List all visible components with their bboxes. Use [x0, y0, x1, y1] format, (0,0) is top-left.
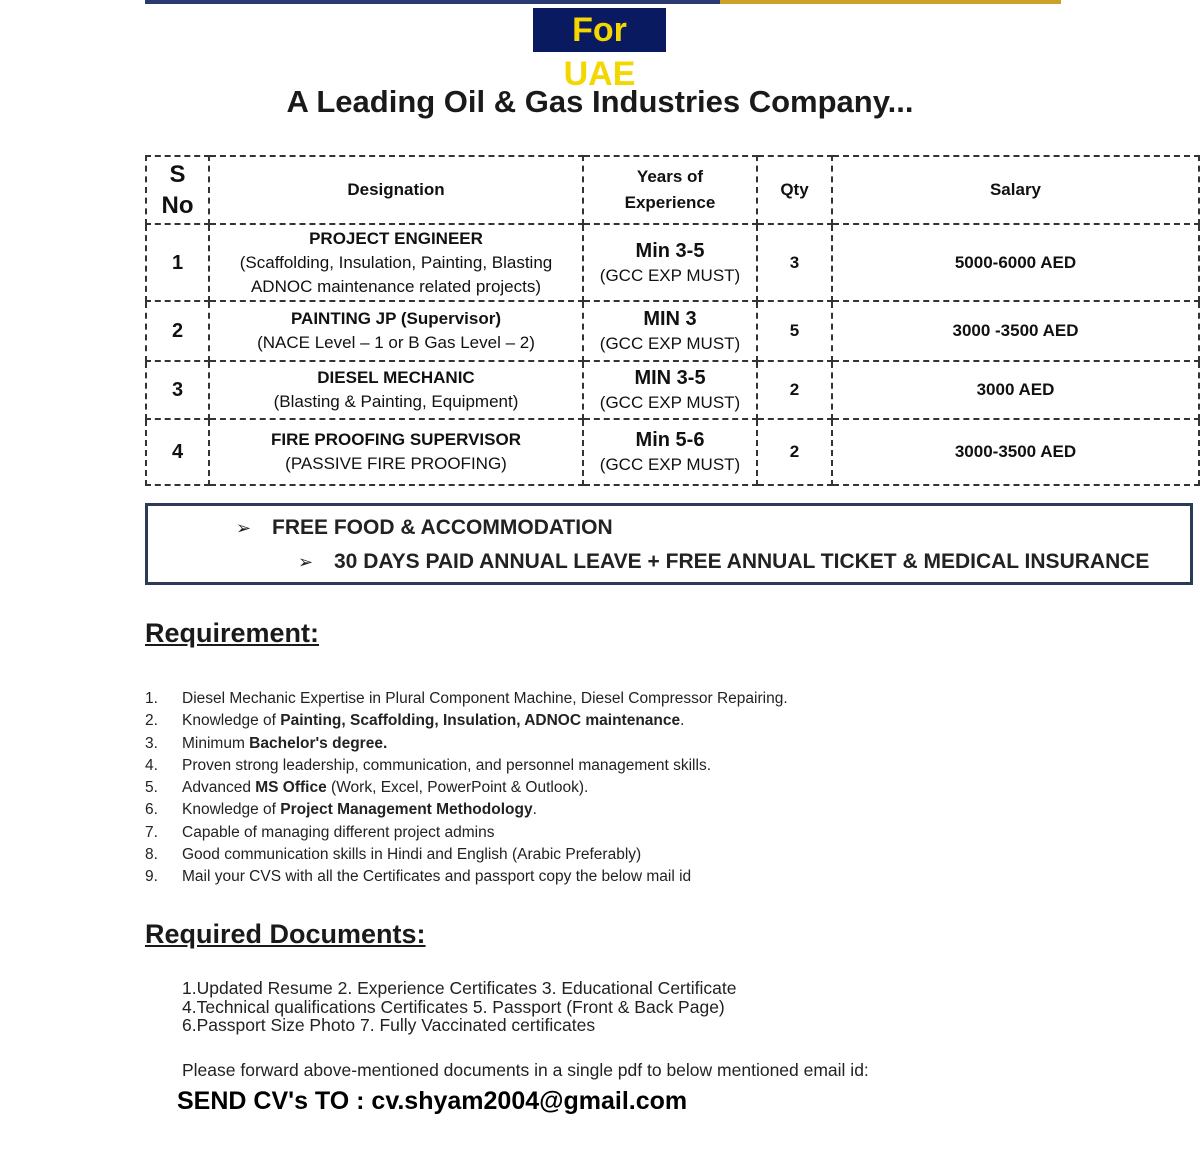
send-cv-email: SEND CV's TO : cv.shyam2004@gmail.com — [177, 1087, 688, 1115]
documents-line: 4.Technical qualifications Certificates 5. Passport (Front & Back Page) — [182, 996, 725, 1017]
documents-line: 6.Passport Size Photo 7. Fully Vaccinated certificates — [182, 1015, 596, 1035]
row-number: 3 — [146, 361, 209, 419]
row-qty: 2 — [757, 419, 832, 485]
job-desc: ADNOC maintenance related projects) — [250, 276, 542, 296]
table-row — [146, 419, 1199, 485]
row-designation — [209, 224, 583, 301]
job-title: PROJECT ENGINEER — [309, 228, 483, 248]
job-title: DIESEL MECHANIC — [317, 368, 475, 387]
table-row — [146, 301, 1199, 361]
documents-heading: Required Documents: — [145, 919, 426, 949]
header-salary: Salary — [832, 156, 1199, 224]
row-salary: 3000 -3500 AED — [832, 301, 1199, 361]
arrow-bullet-icon: ➢ — [236, 518, 252, 538]
job-desc: (Blasting & Painting, Equipment) — [273, 392, 519, 411]
row-number: 2 — [146, 301, 209, 361]
documents-line: 1.Updated Resume 2. Experience Certificates 3. Educational Certificate — [182, 978, 737, 998]
row-experience: Min 5-6 (GCC EXP MUST) — [583, 419, 757, 485]
list-item: 8. Good communication skills in Hindi and English (Arabic Preferably) — [145, 846, 642, 864]
job-desc: (PASSIVE FIRE PROOFING) — [285, 454, 507, 473]
row-salary: 3000 AED — [832, 361, 1199, 419]
header-experience: Years of Experience — [583, 156, 757, 224]
row-number: 4 — [146, 419, 209, 485]
requirement-list — [145, 688, 1145, 889]
table-row — [146, 224, 1199, 301]
row-qty: 2 — [757, 361, 832, 419]
benefit-item: ➢ 30 DAYS PAID ANNUAL LEAVE + FREE ANNUAL TICKET & MEDICAL INSURANCE — [298, 550, 1150, 573]
row-experience: MIN 3-5 (GCC EXP MUST) — [583, 361, 757, 419]
jobs-table — [145, 155, 1200, 486]
top-bar-gold — [720, 0, 1061, 4]
benefit-item: ➢ FREE FOOD & ACCOMMODATION — [236, 516, 613, 539]
top-bar-blue — [145, 0, 720, 4]
row-qty: 5 — [757, 301, 832, 361]
job-desc: (Scaffolding, Insulation, Painting, Blasting — [239, 252, 553, 272]
arrow-bullet-icon: ➢ — [298, 552, 314, 572]
list-item: 6. Knowledge of Project Management Methodology. — [145, 801, 537, 819]
list-item: 1. Diesel Mechanic Expertise in Plural Component Machine, Diesel Compressor Repairing. — [145, 690, 788, 707]
row-experience: MIN 3 (GCC EXP MUST) — [583, 301, 757, 361]
header-designation: Designation — [209, 156, 583, 224]
list-item: 7. Capable of managing different project admins — [145, 823, 495, 841]
row-designation — [209, 419, 583, 485]
list-item: 9. Mail your CVS with all the Certificates and passport copy the below mail id — [145, 868, 692, 886]
row-designation — [209, 361, 583, 419]
job-title: PAINTING JP (Supervisor) — [290, 309, 502, 328]
requirement-heading: Requirement: — [145, 618, 320, 648]
row-experience: Min 3-5 (GCC EXP MUST) — [583, 224, 757, 301]
region-banner: For UAE — [533, 8, 666, 52]
list-item: 5. Advanced MS Office (Work, Excel, PowerPoint & Outlook). — [145, 779, 589, 797]
header-qty: Qty — [757, 156, 832, 224]
row-number: 1 — [146, 224, 209, 301]
header-sno: S No — [146, 156, 209, 224]
row-salary: 3000-3500 AED — [832, 419, 1199, 485]
job-desc: (NACE Level – 1 or B Gas Level – 2) — [257, 333, 535, 352]
list-item: 3. Minimum Bachelor's degree. — [145, 734, 388, 752]
row-qty: 3 — [757, 224, 832, 301]
benefits-box — [145, 503, 1193, 585]
documents-list — [182, 979, 736, 1035]
table-header-row — [146, 156, 1199, 224]
job-title: FIRE PROOFING SUPERVISOR — [270, 430, 521, 449]
company-title: A Leading Oil & Gas Industries Company... — [286, 84, 914, 119]
list-item: 2. Knowledge of Painting, Scaffolding, Insulation, ADNOC maintenance. — [145, 712, 685, 730]
row-designation — [209, 301, 583, 361]
table-row — [146, 361, 1199, 419]
list-item: 4. Proven strong leadership, communication, and personnel management skills. — [145, 756, 712, 774]
row-salary: 5000-6000 AED — [832, 224, 1199, 301]
top-accent-bar — [145, 0, 1061, 4]
forward-instructions: Please forward above-mentioned documents in a single pdf to below mentioned email id: — [182, 1060, 869, 1080]
